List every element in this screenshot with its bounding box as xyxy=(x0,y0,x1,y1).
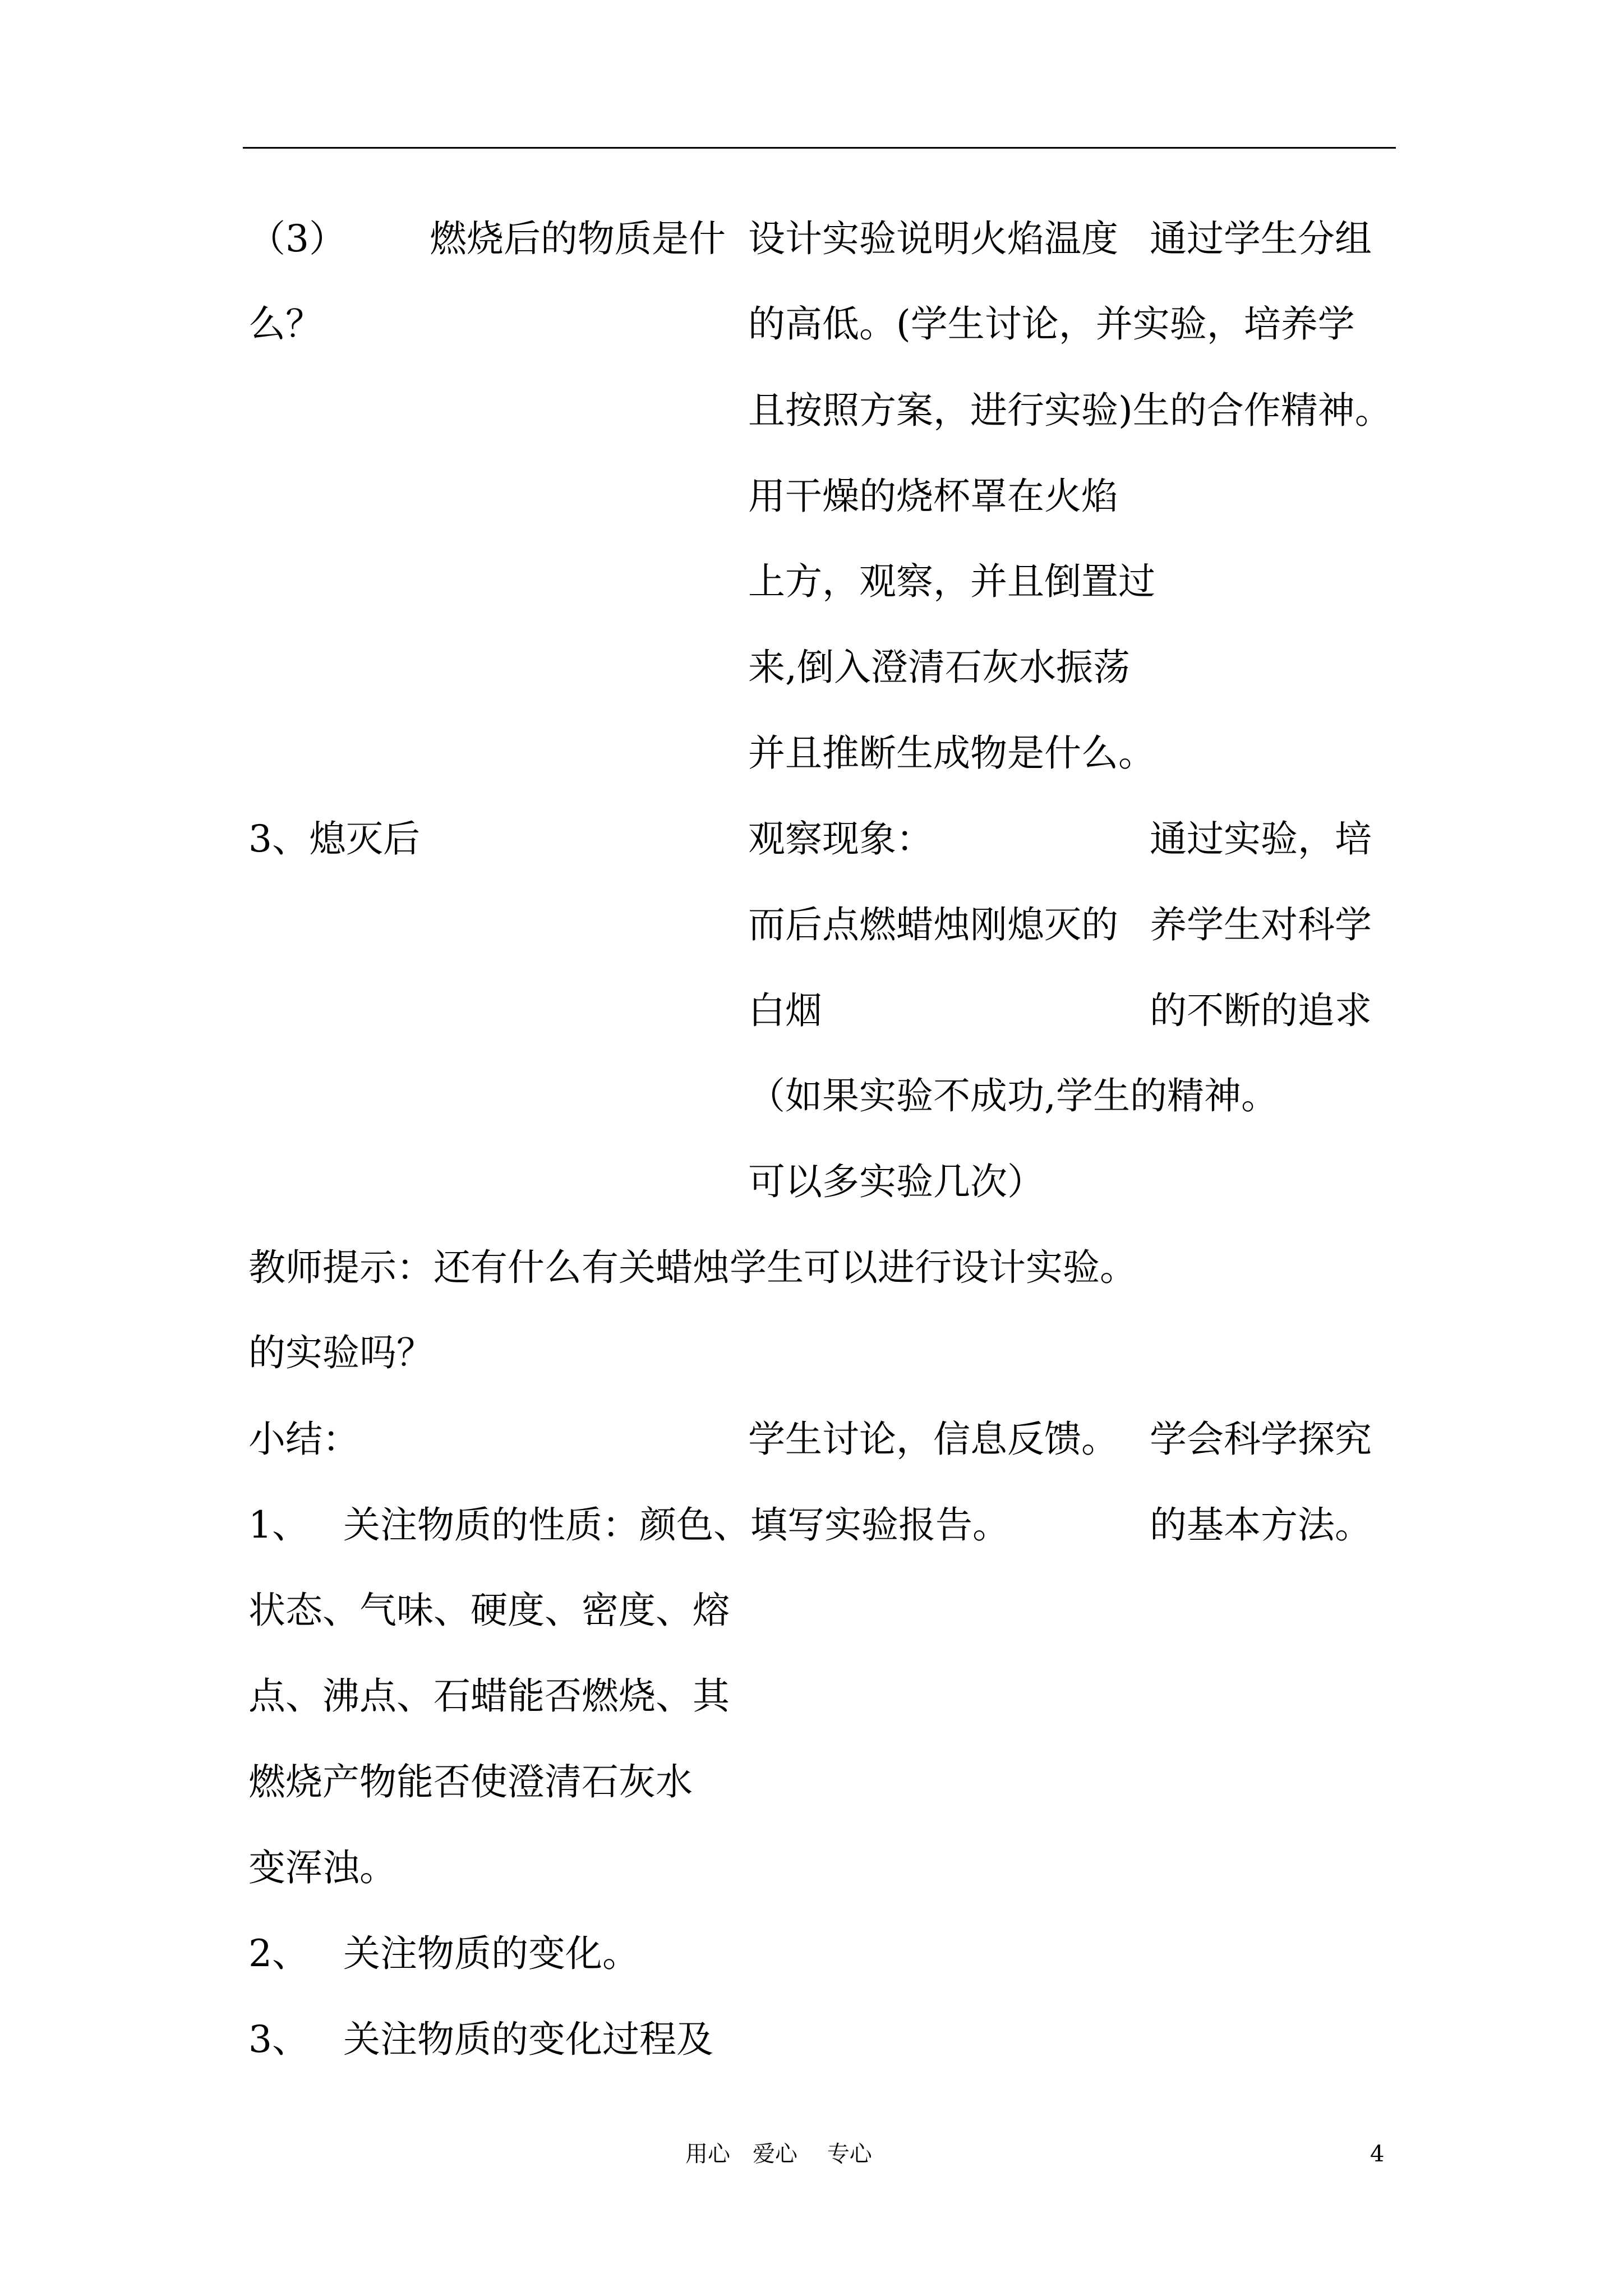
list-number: 1、 xyxy=(248,1503,309,1547)
text-line: 通过实验，培 xyxy=(1150,817,1372,861)
header-rule xyxy=(243,147,1396,149)
text-line: 上方，观察，并且倒置过 xyxy=(748,560,1155,603)
text-line: （如果实验不成功,学生的精神。 xyxy=(748,1074,1278,1117)
page-number: 4 xyxy=(1370,2141,1385,2167)
text-line: 关注物质的变化过程及 xyxy=(343,2018,713,2061)
text-line: 的实验吗？ xyxy=(248,1331,434,1374)
text-line: 小结： xyxy=(248,1418,359,1461)
list-number: 3、 xyxy=(248,2018,309,2061)
text-line: 么？ xyxy=(248,302,322,346)
text-line: 养学生对科学 xyxy=(1150,903,1372,946)
text-line: 设计实验说明火焰温度 xyxy=(748,217,1118,260)
text-line: 学生讨论，信息反馈。 xyxy=(748,1418,1118,1461)
text-line: （3） xyxy=(248,217,346,260)
text-line: 教师提示：还有什么有关蜡烛学生可以进行设计实验。 xyxy=(248,1246,1137,1289)
text-line: 而后点燃蜡烛刚熄灭的 xyxy=(748,903,1118,946)
text-line: 用干燥的烧杯罩在火焰 xyxy=(748,475,1118,518)
text-line: 来,倒入澄清石灰水振荡 xyxy=(748,646,1130,689)
text-line: 关注物质的变化。 xyxy=(343,1932,639,1975)
list-number: 2、 xyxy=(248,1932,309,1975)
text-line: 的不断的追求 xyxy=(1150,989,1372,1032)
text-line: 变浑浊。 xyxy=(248,1846,396,1889)
text-line: 点、沸点、石蜡能否燃烧、其 xyxy=(248,1674,730,1718)
text-line: 通过学生分组 xyxy=(1150,217,1372,260)
text-line: 燃烧产物能否使澄清石灰水 xyxy=(248,1760,693,1803)
text-line: 关注物质的性质：颜色、填写实验报告。 xyxy=(343,1503,1009,1547)
text-line: 白烟 xyxy=(748,989,822,1032)
text-line: 学会科学探究 xyxy=(1150,1418,1372,1461)
text-line: 可以多实验几次） xyxy=(748,1160,1044,1203)
text-line: 的基本方法。 xyxy=(1150,1503,1372,1547)
text-line: 且按照方案，进行实验)生的合作精神。 xyxy=(748,389,1392,432)
text-line: 燃烧后的物质是什 xyxy=(430,217,726,260)
text-line: 的高低。(学生讨论，并实验，培养学 xyxy=(748,302,1355,346)
text-line: 3、熄灭后 xyxy=(248,817,420,861)
text-line: 并且推断生成物是什么。 xyxy=(748,731,1155,775)
text-line: 状态、气味、硬度、密度、熔 xyxy=(248,1589,730,1632)
footer-motto: 用心 爱心 专心 xyxy=(685,2141,872,2167)
text-line: 观察现象： xyxy=(748,817,933,861)
